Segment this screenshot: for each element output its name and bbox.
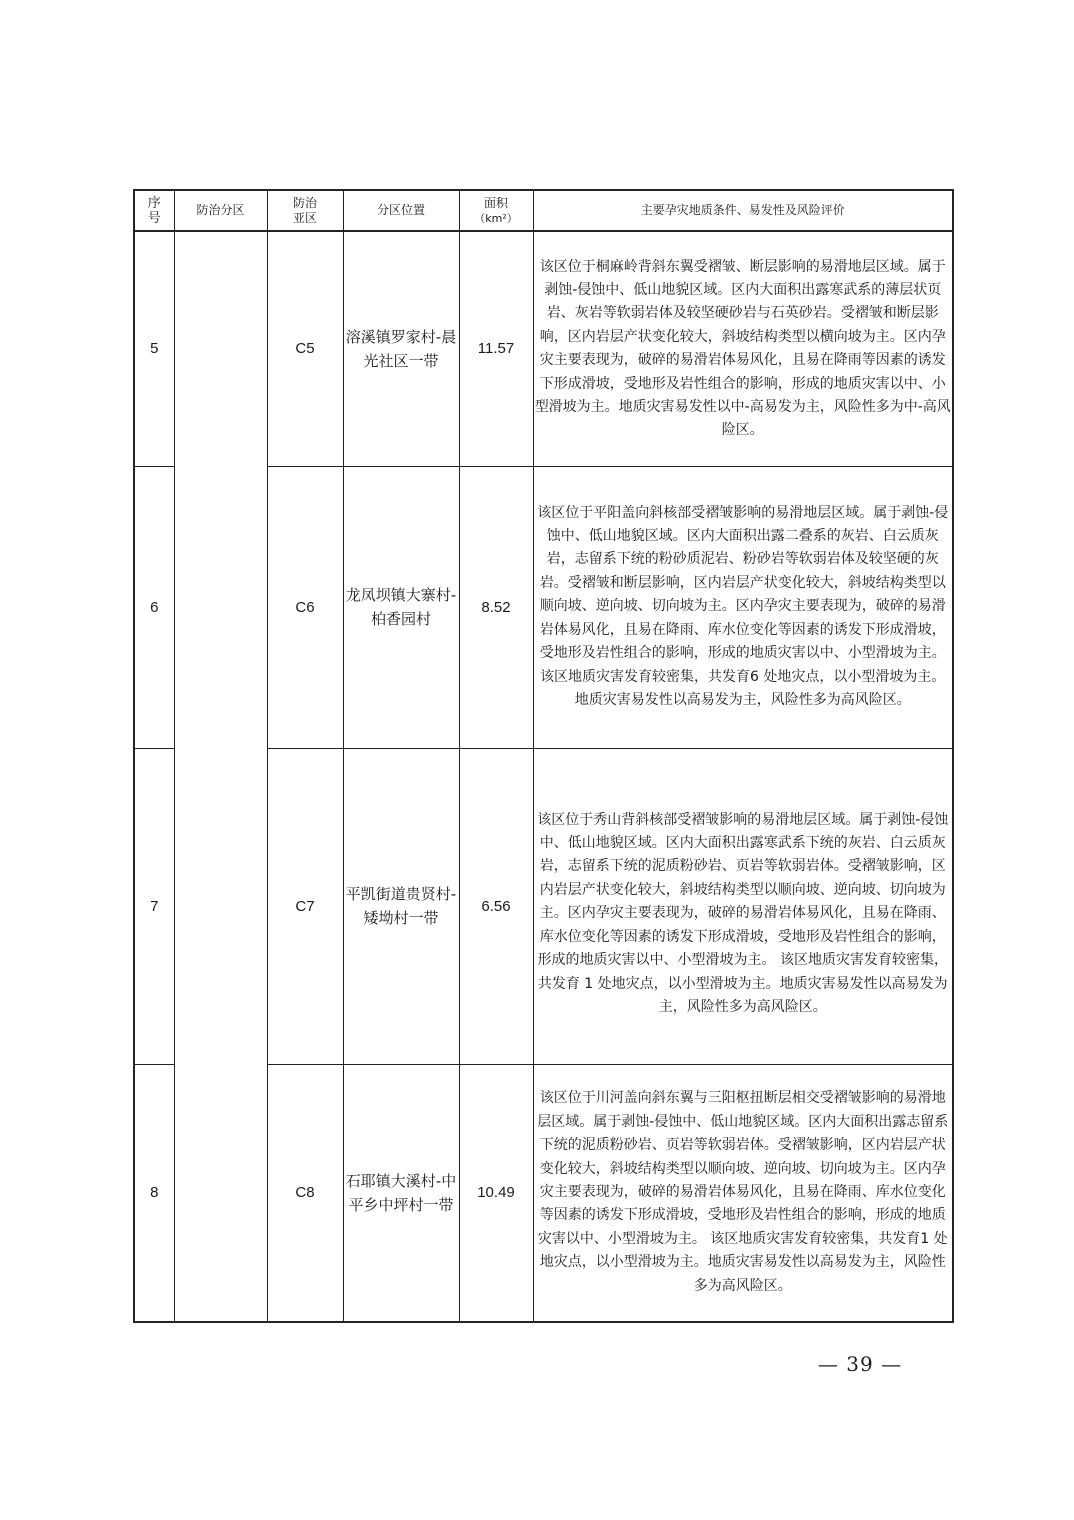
header-subzone: 防治亚区 xyxy=(267,190,343,231)
table-header-row xyxy=(134,190,953,231)
row-location: 龙凤坝镇大寨村-柏香园村 xyxy=(343,466,459,748)
row-area: 6.56 xyxy=(459,748,533,1064)
row-subzone: C8 xyxy=(267,1064,343,1322)
header-area xyxy=(459,190,533,231)
row-subzone: C6 xyxy=(267,466,343,748)
header-zone: 防治分区 xyxy=(174,190,267,231)
page-number: — 39 — xyxy=(817,1352,903,1376)
row-description xyxy=(533,1064,953,1322)
row-description-text: 该区位于秀山背斜核部受褶皱影响的易滑地层区域。属于剥蚀-侵蚀中、低山地貌区域。区内大面积出露寒武系下统的灰岩、白云质灰岩，志留系下统的泥质粉砂岩、页岩等软弱岩体。受褶皱影响，区内岩层产状变化较大，斜坡结构类型以顺向坡、逆向坡、切向坡为主。区内孕灾主要表现为，破碎的易滑岩体易风化，且易在降雨、库水位变化等因素的诱发下形成滑坡，受地形及岩性组合的影响，形成的地质灾害以中、小型滑坡为主。 该区地质灾害发育较密集，共发育 1 处地灾点，以小型滑坡为主。地质灾害易发性以高易发为主，风险性多为高风险区。 xyxy=(537,811,949,1015)
row-location: 平凯街道贵贤村-矮坳村一带 xyxy=(343,748,459,1064)
row-subzone: C5 xyxy=(267,231,343,466)
header-evaluation: 主要孕灾地质条件、易发性及风险评价 xyxy=(533,190,953,231)
row-description xyxy=(533,466,953,748)
row-location: 溶溪镇罗家村-晨光社区一带 xyxy=(343,231,459,466)
row-description xyxy=(533,231,953,466)
row-location: 石耶镇大溪村-中平乡中坪村一带 xyxy=(343,1064,459,1322)
row-subzone: C7 xyxy=(267,748,343,1064)
row-description-text: 该区位于桐麻岭背斜东翼受褶皱、断层影响的易滑地层区域。属于剥蚀-侵蚀中、低山地貌区域。区内大面积出露寒武系的薄层状页岩、灰岩等软弱岩体及较坚硬砂岩与石英砂岩。受褶皱和断层影响，区内岩层产状变化较大，斜坡结构类型以横向坡为主。区内孕灾主要表现为，破碎的易滑岩体易风化，且易在降雨等因素的诱发下形成滑坡，受地形及岩性组合的影响，形成的地质灾害以中、小型滑坡为主。地质灾害易发性以中-高易发为主，风险性多为中-高风险区。 xyxy=(534,258,951,439)
table-row xyxy=(134,231,953,466)
row-description xyxy=(533,748,953,1064)
row-index: 8 xyxy=(134,1064,174,1322)
row-description-text: 该区位于平阳盖向斜核部受褶皱影响的易滑地层区域。属于剥蚀-侵蚀中、低山地貌区域。区内大面积出露二叠系的灰岩、白云质灰岩，志留系下统的粉砂质泥岩、粉砂岩等软弱岩体及较坚硬的灰岩。受褶皱和断层影响，区内岩层产状变化较大，斜坡结构类型以顺向坡、逆向坡、切向坡为主。区内孕灾主要表现为，破碎的易滑岩体易风化，且易在降雨、库水位变化等因素的诱发下形成滑坡，受地形及岩性组合的影响，形成的地质灾害以中、小型滑坡为主。 该区地质灾害发育较密集，共发育6 处地灾点，以小型滑坡为主。地质灾害易发性以高易发为主，风险性多为高风险区。 xyxy=(537,504,949,708)
header-area-unit: （km²） xyxy=(474,211,518,225)
header-location: 分区位置 xyxy=(343,190,459,231)
zone-cell xyxy=(174,231,267,1322)
row-area: 10.49 xyxy=(459,1064,533,1322)
row-index: 7 xyxy=(134,748,174,1064)
header-index: 序号 xyxy=(134,190,174,231)
row-area: 11.57 xyxy=(459,231,533,466)
row-index: 6 xyxy=(134,466,174,748)
row-area: 8.52 xyxy=(459,466,533,748)
zoning-table xyxy=(133,189,954,1323)
row-description-text: 该区位于川河盖向斜东翼与三阳枢扭断层相交受褶皱影响的易滑地层区域。属于剥蚀-侵蚀中、低山地貌区域。区内大面积出露志留系下统的泥质粉砂岩、页岩等软弱岩体。受褶皱影响，区内岩层产状变化较大，斜坡结构类型以顺向坡、逆向坡、切向坡为主。区内孕灾主要表现为，破碎的易滑岩体易风化，且易在降雨、库水位变化等因素的诱发下形成滑坡，受地形及岩性组合的影响，形成的地质灾害以中、小型滑坡为主。 该区地质灾害发育较密集，共发育1 处地灾点，以小型滑坡为主。地质灾害易发性以高易发为主，风险性多为高风险区。 xyxy=(537,1090,949,1294)
header-area-label: 面积 xyxy=(483,195,508,210)
row-index: 5 xyxy=(134,231,174,466)
